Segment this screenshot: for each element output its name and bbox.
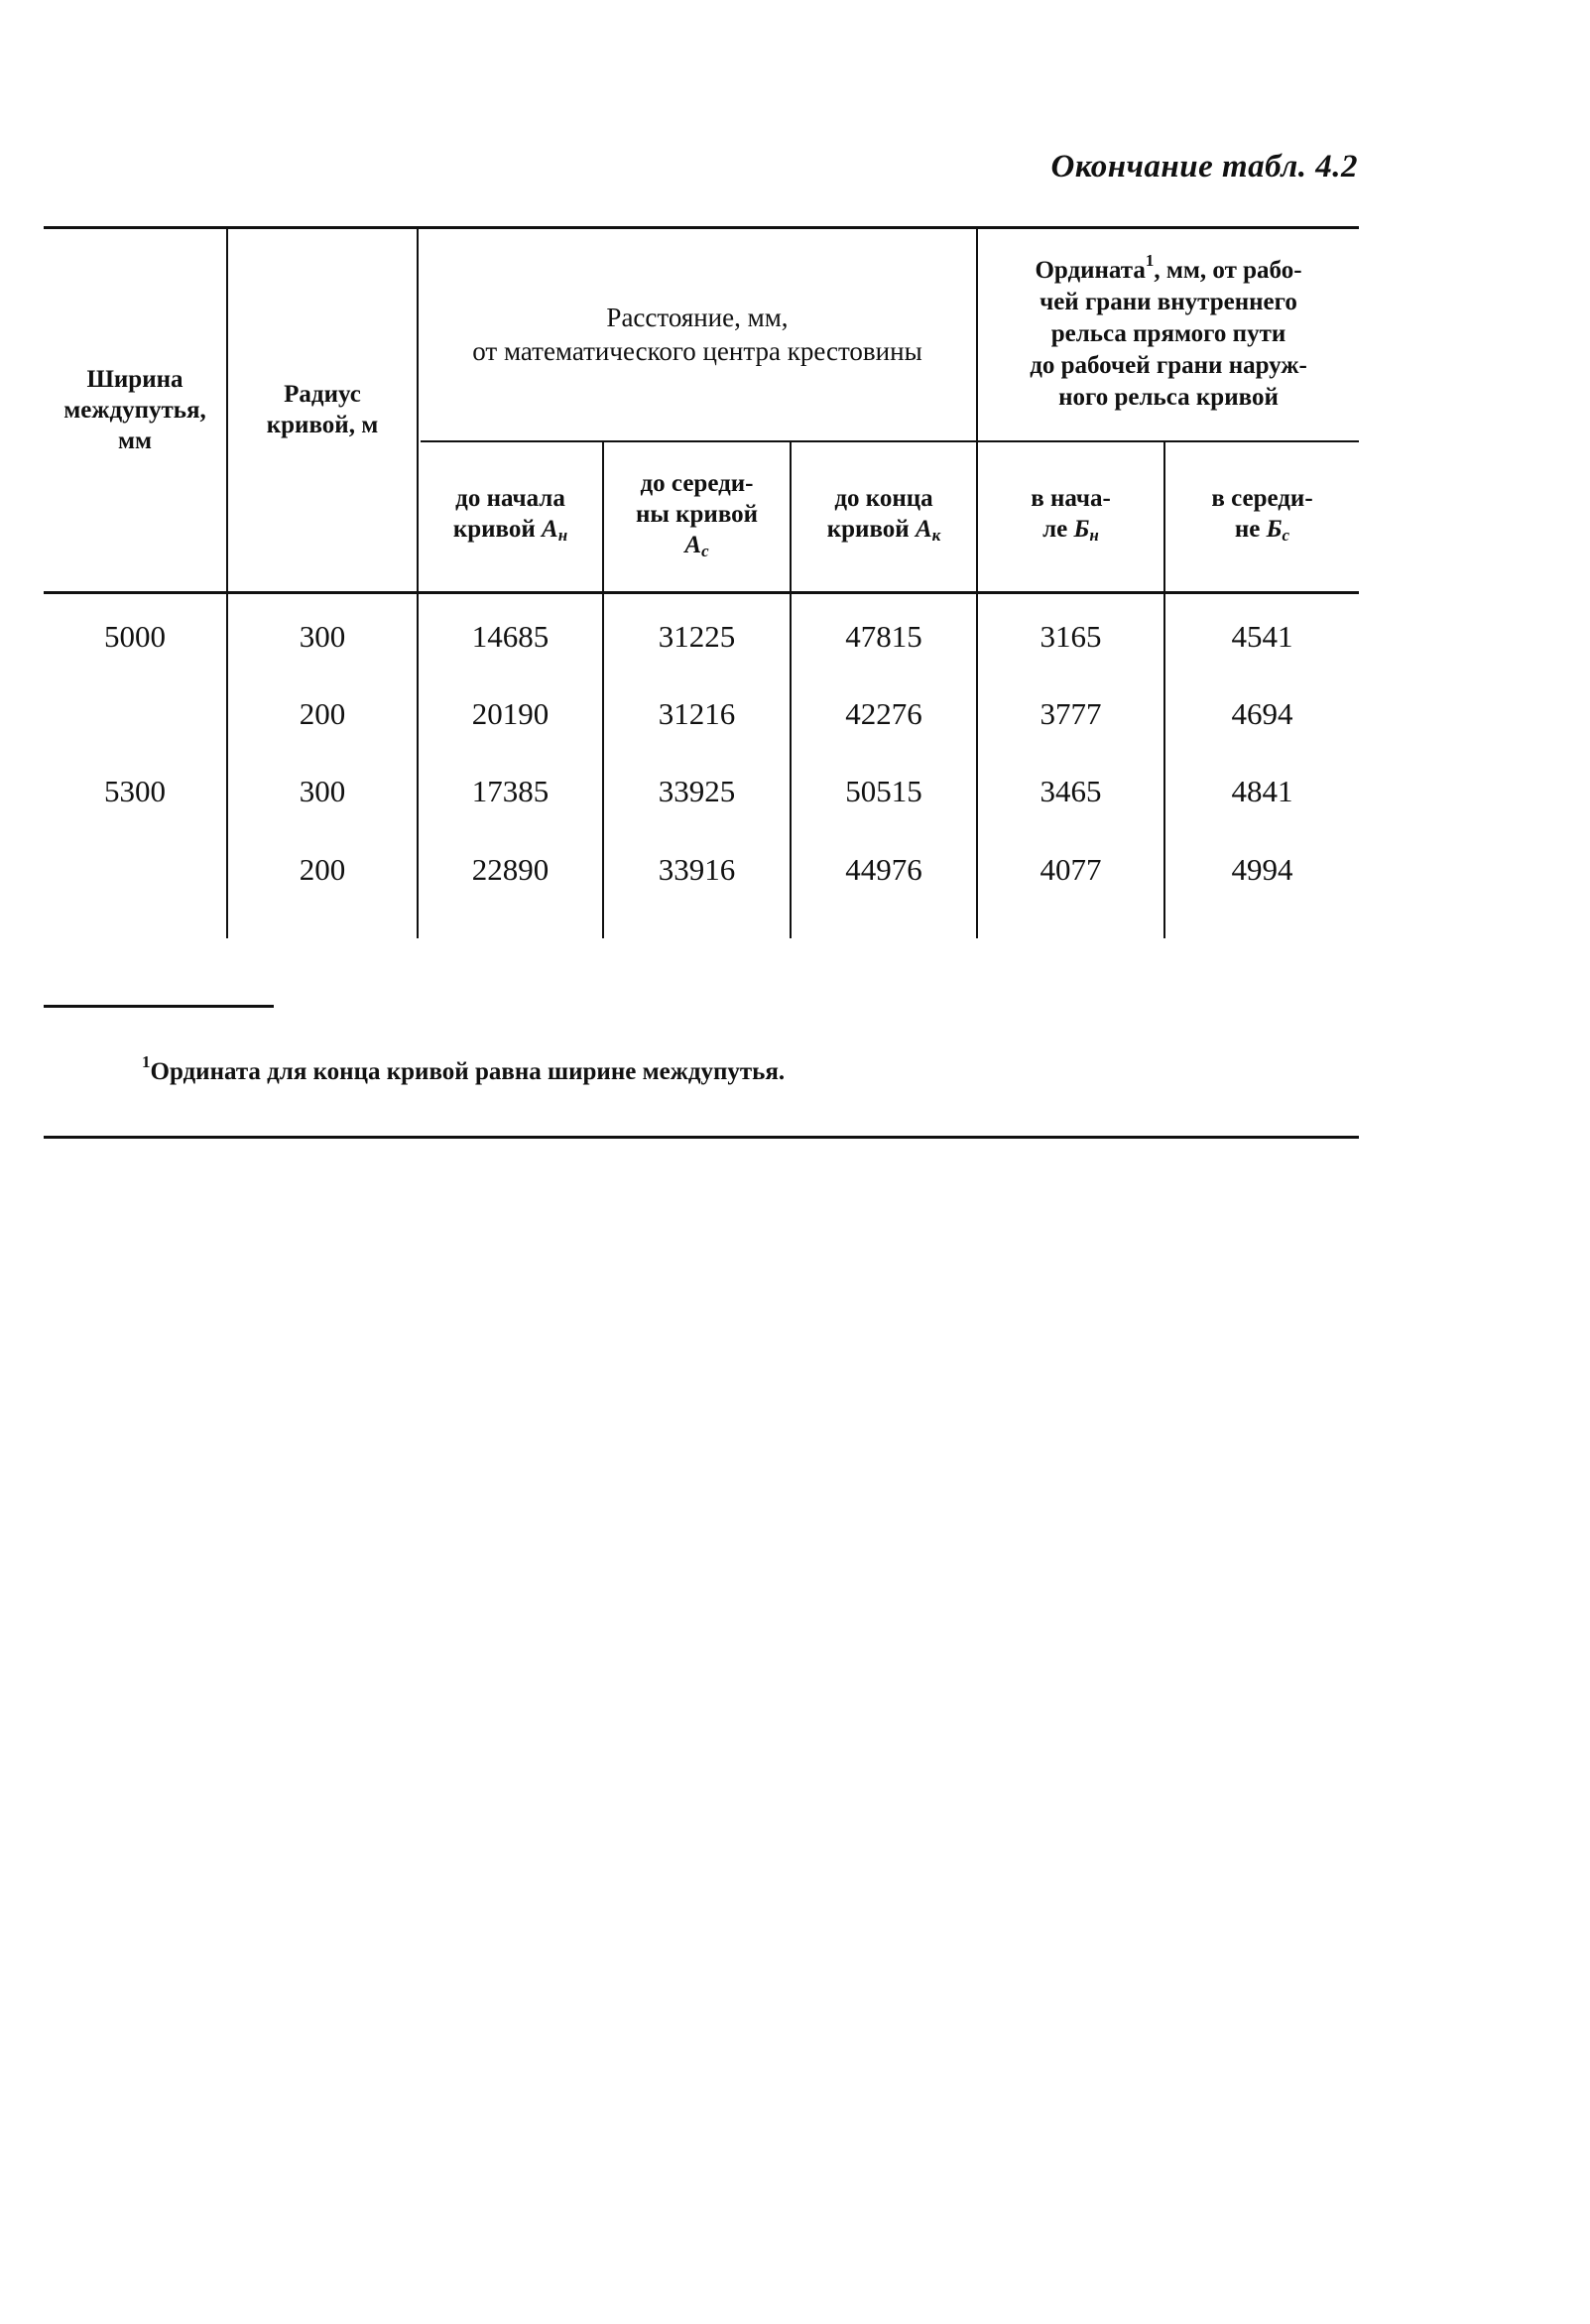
cell-ordinate-middle: 4841 bbox=[1231, 774, 1293, 808]
cell-radius: 300 bbox=[299, 774, 346, 808]
header-ordinate-middle: в середи- не $Б_с$ bbox=[1211, 485, 1313, 545]
cell-radius: 200 bbox=[299, 696, 346, 731]
header-ordinate-group: Ордината$^1$, мм, от рабо- чей грани внутреннего рельса прямого пути до рабочей грани наруж- ного рельса кривой bbox=[1030, 251, 1307, 411]
table-row bbox=[44, 831, 1359, 909]
cell-ordinate-middle: 4541 bbox=[1231, 619, 1293, 654]
cell-distance-start: 17385 bbox=[471, 774, 550, 808]
cell-distance-end: 42276 bbox=[845, 696, 922, 731]
cell-distance-end: 44976 bbox=[845, 852, 922, 887]
cell-distance-middle: 33925 bbox=[658, 774, 736, 808]
cell-distance-start: 14685 bbox=[471, 619, 550, 654]
cell-distance-middle: 31216 bbox=[658, 696, 736, 731]
header-bottom-rule bbox=[44, 591, 1359, 594]
header-ordinate-start: в нача- ле $Б_н$ bbox=[1031, 485, 1111, 545]
cell-distance-start: 22890 bbox=[471, 852, 550, 887]
cell-ordinate-start: 3165 bbox=[1040, 619, 1102, 654]
table-caption: Окончание табл. 4.2 bbox=[1050, 149, 1358, 184]
cell-ordinate-start: 4077 bbox=[1040, 852, 1102, 887]
cell-distance-middle: 31225 bbox=[658, 619, 736, 654]
cell-distance-end: 47815 bbox=[845, 619, 922, 654]
header-distance-middle: до середи- ны кривой $А_с$ bbox=[635, 469, 759, 560]
table-row bbox=[44, 598, 1359, 675]
cell-ordinate-middle: 4694 bbox=[1231, 696, 1293, 731]
cell-track-spacing bbox=[44, 675, 226, 753]
header-distance-end: до конца кривой $А_к$ bbox=[826, 485, 941, 545]
header-curve-radius: Радиус кривой, м bbox=[266, 381, 379, 438]
cell-distance-start: 20190 bbox=[471, 696, 550, 731]
footnote-separator bbox=[44, 1005, 274, 1008]
cell-track-spacing: 5000 bbox=[104, 619, 166, 654]
footnote: $^1$Ордината для конца кривой равна ширине междупутья. bbox=[142, 1052, 786, 1085]
cell-radius: 200 bbox=[299, 852, 346, 887]
header-distance-group: Расстояние, мм, от математического центра крестовины bbox=[472, 303, 922, 366]
cell-ordinate-start: 3777 bbox=[1040, 696, 1102, 731]
cell-radius: 300 bbox=[299, 619, 346, 654]
cell-track-spacing bbox=[44, 831, 226, 909]
header-distance-start: до начала кривой $А_н$ bbox=[452, 485, 568, 545]
cell-track-spacing: 5300 bbox=[104, 774, 166, 808]
cell-ordinate-start: 3465 bbox=[1040, 774, 1102, 808]
cell-ordinate-middle: 4994 bbox=[1231, 852, 1293, 887]
page-bottom-rule bbox=[44, 1136, 1359, 1139]
cell-distance-middle: 33916 bbox=[658, 852, 736, 887]
table-row bbox=[44, 675, 1359, 753]
cell-distance-end: 50515 bbox=[845, 774, 922, 808]
header-track-spacing: Ширина междупутья, мм bbox=[63, 365, 206, 454]
table-row bbox=[44, 753, 1359, 830]
